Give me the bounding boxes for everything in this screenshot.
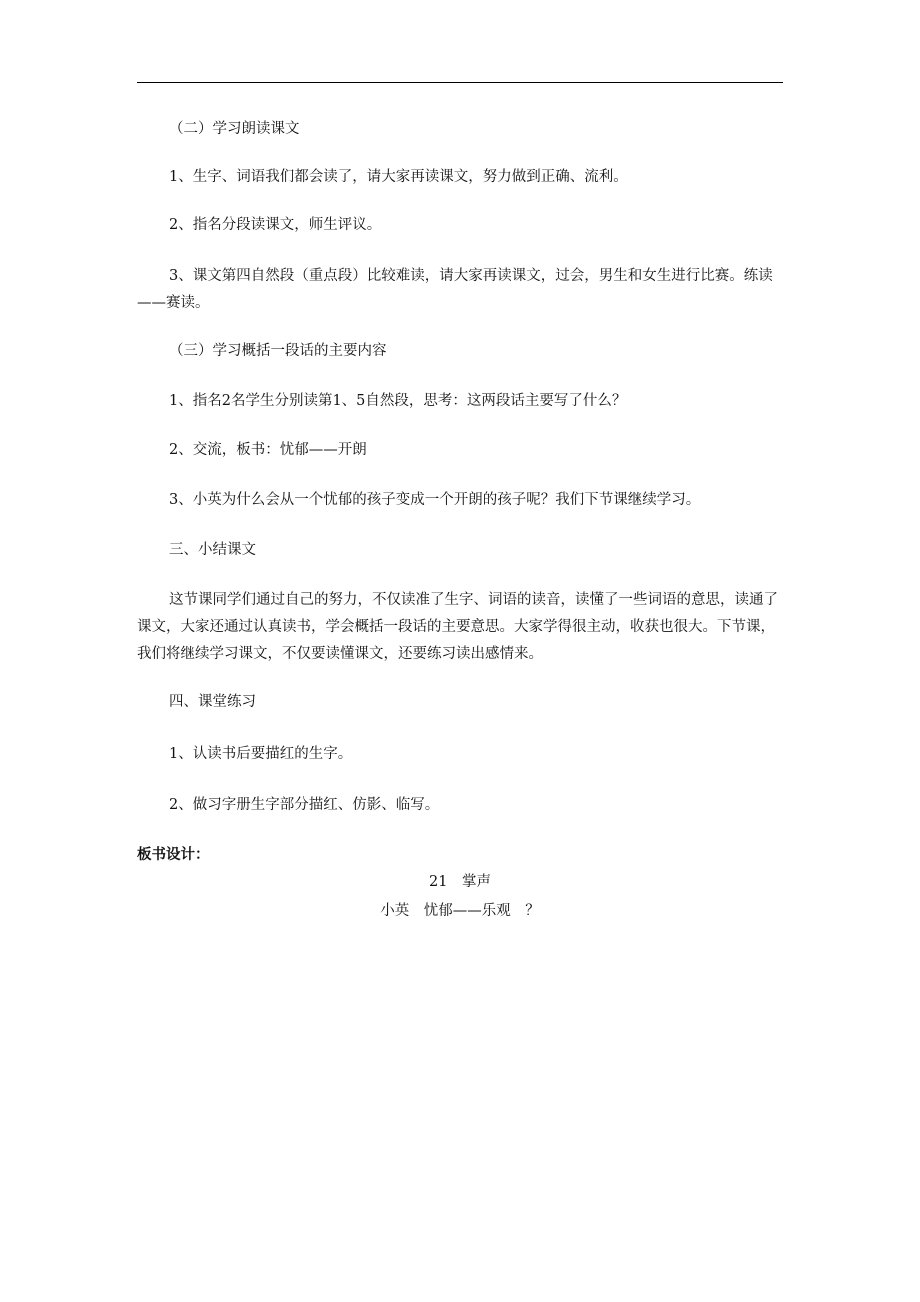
paragraph-conclusion: 这节课同学们通过自己的努力，不仅读准了生字、词语的读音，读懂了一些词语的意思，读通了课文，大家还通过认真读书，学会概括一段话的主要意思。大家学得很主动，收获也很大。下节课，我们将继续学习课文，不仅要读懂课文，还要练习读出感情来。 [137, 592, 778, 662]
section-heading-conclusion: 三、小结课文 [169, 542, 256, 558]
paragraph-item: 1、生字、词语我们都会读了，请大家再读课文，努力做到正确、流利。 [169, 169, 628, 185]
paragraph-item: 2、指名分段读课文，师生评议。 [169, 217, 382, 233]
paragraph-item: 3、小英为什么会从一个忧郁的孩子变成一个开朗的孩子呢？我们下节课继续学习。 [169, 492, 701, 508]
board-line: 小英 忧郁——乐观 ？ [380, 903, 540, 919]
board-design-heading: 板书设计： [137, 847, 210, 863]
paragraph-item: 2、交流，板书：忧郁——开朗 [169, 442, 367, 458]
board-title: 21 掌声 [429, 874, 491, 890]
header-rule [137, 82, 783, 83]
paragraph-item: 2、做习字册生字部分描红、仿影、临写。 [169, 797, 440, 813]
paragraph-item: 1、认读书后要描红的生字。 [169, 746, 353, 762]
section-heading-exercise: 四、课堂练习 [169, 694, 256, 710]
paragraph-item: 1、指名2名学生分别读第1、5自然段，思考：这两段话主要写了什么？ [169, 393, 627, 409]
section-heading-reading: （二）学习朗读课文 [169, 121, 300, 137]
paragraph-item: 3、课文第四自然段（重点段）比较难读，请大家再读课文，过会，男生和女生进行比赛。练读——赛读。 [137, 268, 773, 311]
section-heading-summary: （三）学习概括一段话的主要内容 [169, 343, 387, 359]
